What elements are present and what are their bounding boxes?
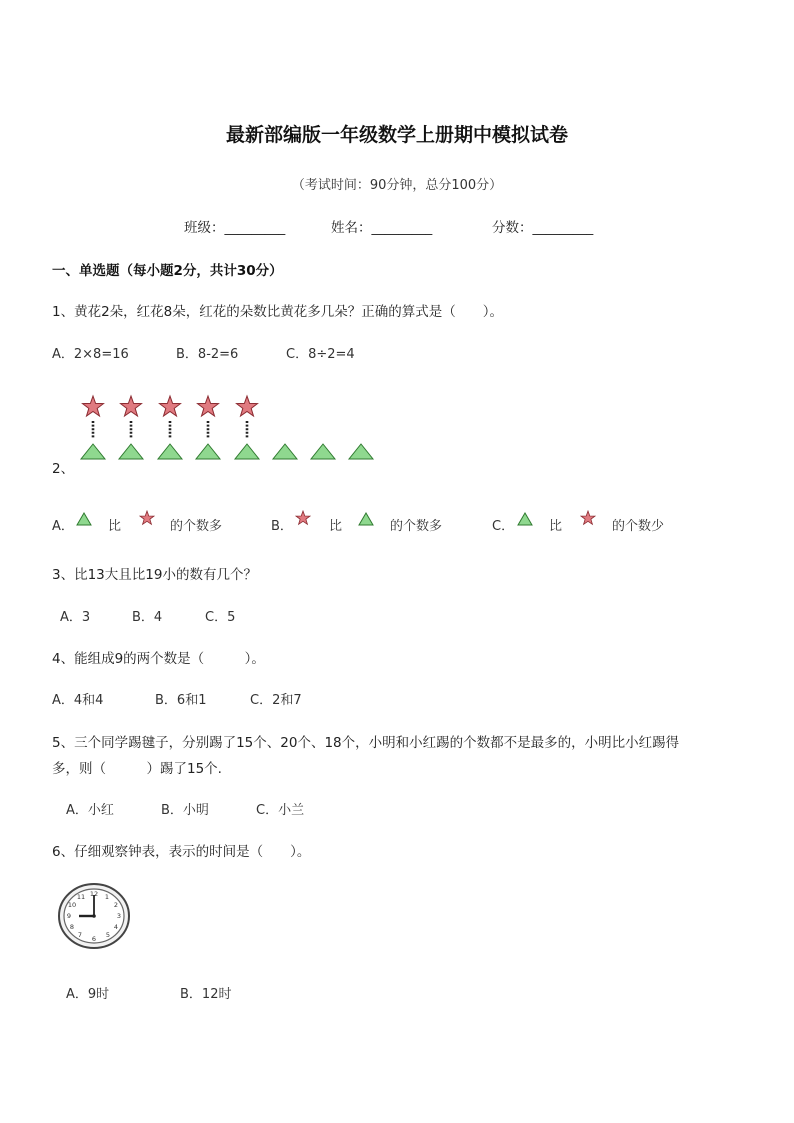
svg-text:3: 3 bbox=[116, 912, 122, 920]
triangle-icon bbox=[81, 444, 105, 459]
page-title: 最新部编版一年级数学上册期中模拟试卷 bbox=[225, 124, 568, 146]
q3-option-b[interactable]: B．4 bbox=[132, 610, 163, 625]
star-icon bbox=[237, 396, 258, 416]
q2-option-a-suffix: 的个数多 bbox=[170, 519, 223, 534]
star-icon bbox=[198, 396, 219, 416]
q2-option-c-prefix[interactable]: C． bbox=[492, 519, 515, 534]
q5-option-a[interactable]: A．小红 bbox=[66, 803, 114, 818]
q4-option-a[interactable]: A．4和4 bbox=[52, 693, 104, 708]
q2-option-c-suffix: 的个数少 bbox=[612, 519, 665, 534]
svg-text:9: 9 bbox=[66, 912, 72, 920]
svg-text:7: 7 bbox=[77, 931, 83, 939]
class-field[interactable]: 班级：_________ bbox=[184, 220, 286, 236]
q5-option-b[interactable]: B．小明 bbox=[161, 803, 209, 818]
question-2-number: 2、 bbox=[52, 461, 75, 477]
svg-text:11: 11 bbox=[76, 893, 86, 901]
triangle-icon bbox=[196, 444, 220, 459]
q1-option-a[interactable]: A．2×8=16 bbox=[52, 347, 129, 362]
svg-text:2: 2 bbox=[113, 901, 119, 909]
q4-option-b[interactable]: B．6和1 bbox=[155, 693, 207, 708]
q3-option-c[interactable]: C．5 bbox=[205, 610, 236, 625]
star-icon bbox=[121, 396, 142, 416]
q2-option-b-prefix[interactable]: B． bbox=[271, 519, 293, 534]
svg-text:10: 10 bbox=[67, 901, 77, 909]
q2-option-a-middle: 比 bbox=[108, 519, 122, 534]
q1-option-c[interactable]: C．8÷2=4 bbox=[286, 347, 355, 362]
section-heading: 一、单选题（每小题2分，共计30分） bbox=[52, 263, 283, 279]
name-field[interactable]: 姓名：_________ bbox=[331, 220, 433, 236]
triangle-icon bbox=[311, 444, 335, 459]
star-icon bbox=[83, 396, 104, 416]
question-3-text: 3、比13大且比19小的数有几个？ bbox=[52, 567, 257, 583]
star-icon bbox=[160, 396, 181, 416]
triangle-icon bbox=[349, 444, 373, 459]
triangle-icon bbox=[235, 444, 259, 459]
question-5-line-2: 多，则（ ）踢了15个. bbox=[52, 761, 222, 777]
q2-option-b-suffix: 的个数多 bbox=[390, 519, 443, 534]
q6-option-b[interactable]: B．12时 bbox=[180, 987, 232, 1002]
svg-text:6: 6 bbox=[91, 935, 97, 943]
svg-text:4: 4 bbox=[113, 923, 119, 931]
triangle-icon bbox=[358, 512, 374, 526]
question-6-text: 6、仔细观察钟表，表示的时间是（ ）。 bbox=[52, 844, 311, 860]
q6-option-a[interactable]: A．9时 bbox=[66, 987, 110, 1002]
q3-option-a[interactable]: A．3 bbox=[60, 610, 91, 625]
stars-triangles-figure bbox=[70, 390, 390, 470]
score-field[interactable]: 分数：_________ bbox=[492, 220, 594, 236]
clock-icon bbox=[55, 881, 133, 951]
svg-text:12: 12 bbox=[89, 890, 99, 898]
star-icon bbox=[580, 510, 596, 526]
svg-text:5: 5 bbox=[105, 931, 111, 939]
triangle-icon bbox=[273, 444, 297, 459]
question-4-text: 4、能组成9的两个数是（ ）。 bbox=[52, 651, 265, 667]
triangle-icon bbox=[76, 512, 92, 526]
triangle-icon bbox=[119, 444, 143, 459]
star-icon bbox=[295, 510, 311, 526]
q4-option-c[interactable]: C．2和7 bbox=[250, 693, 302, 708]
q5-option-c[interactable]: C．小兰 bbox=[256, 803, 305, 818]
triangle-icon bbox=[517, 512, 533, 526]
q2-option-c-middle: 比 bbox=[549, 519, 563, 534]
svg-text:1: 1 bbox=[104, 893, 110, 901]
q2-option-b-middle: 比 bbox=[329, 519, 343, 534]
q2-option-a-prefix[interactable]: A． bbox=[52, 519, 74, 534]
question-5-line-1: 5、三个同学踢毽子，分别踢了15个、20个、18个，小明和小红踢的个数都不是最多的，小明比小红踢得 bbox=[52, 735, 680, 751]
q1-option-b[interactable]: B．8-2=6 bbox=[176, 347, 239, 362]
triangle-icon bbox=[158, 444, 182, 459]
star-icon bbox=[139, 510, 155, 526]
exam-subtitle: （考试时间：90分钟，总分100分） bbox=[291, 178, 503, 193]
question-1-text: 1、黄花2朵，红花8朵，红花的朵数比黄花多几朵？正确的算式是（ ）。 bbox=[52, 304, 504, 320]
svg-text:8: 8 bbox=[69, 923, 75, 931]
